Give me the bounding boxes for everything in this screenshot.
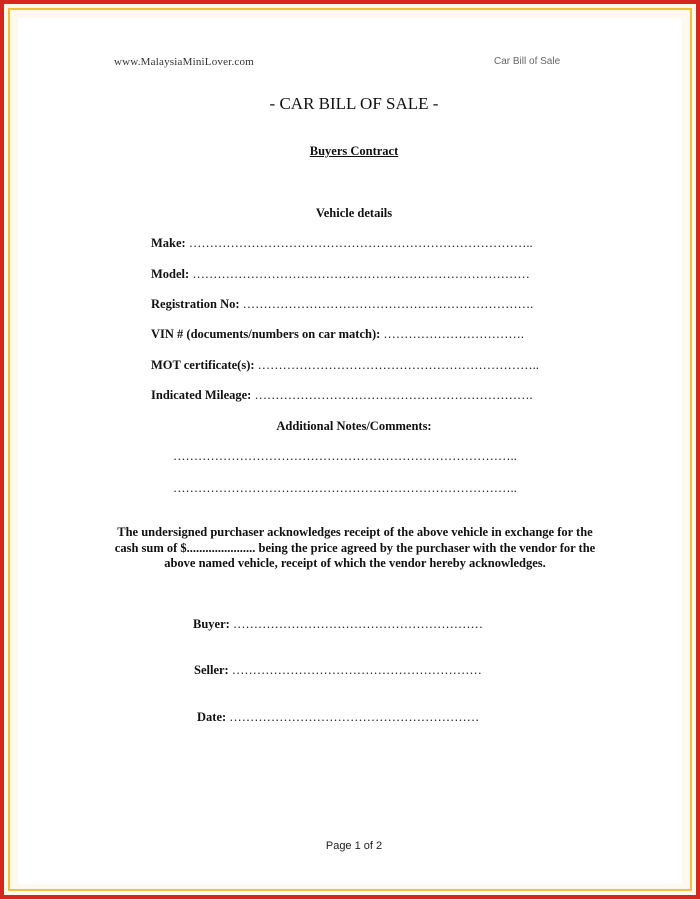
signature-seller-dots: …………………………………………………… <box>231 663 482 677</box>
field-mileage-dots: …………………………………………………………. <box>254 388 533 402</box>
field-registration <box>151 297 533 312</box>
field-model <box>151 267 530 282</box>
signature-buyer-dots: …………………………………………………… <box>232 617 483 631</box>
header-website: www.MalaysiaMiniLover.com <box>114 56 254 68</box>
page-subtitle: Buyers Contract <box>309 144 399 158</box>
field-vin <box>151 327 524 342</box>
notes-line: ……………………………………………………………………….. <box>173 449 517 463</box>
signature-date-dots: …………………………………………………… <box>229 710 480 724</box>
field-registration-label: Registration No: <box>151 297 240 311</box>
field-mot <box>151 358 539 373</box>
field-mileage-label: Indicated Mileage: <box>151 388 252 402</box>
acknowledgement-text: The undersigned purchaser acknowledges receipt of the above vehicle in exchange for the cash sum of $...................... being the price agreed by the purchaser with the vendor for the above named vehicle, receipt of which the vendor hereby acknowledges. <box>114 525 596 570</box>
field-make-dots: ……………………………………………………………………….. <box>188 236 533 250</box>
signature-seller-label: Seller: <box>194 663 229 677</box>
signature-date <box>197 710 479 725</box>
signature-buyer-label: Buyer: <box>193 617 230 631</box>
notes-line: ……………………………………………………………………….. <box>173 481 517 495</box>
field-vin-label: VIN # (documents/numbers on car match): <box>151 327 381 341</box>
document-page <box>18 18 682 884</box>
page-number: Page 1 of 2 <box>325 840 383 852</box>
field-mot-label: MOT certificate(s): <box>151 358 255 372</box>
signature-date-label: Date: <box>197 710 227 724</box>
signature-seller <box>194 663 482 678</box>
field-make-label: Make: <box>151 236 186 250</box>
field-model-dots: ……………………………………………………………………… <box>192 267 530 281</box>
field-make <box>151 236 533 251</box>
signature-buyer <box>193 617 483 632</box>
vehicle-details-heading: Vehicle details <box>315 206 393 220</box>
notes-heading: Additional Notes/Comments: <box>276 419 432 433</box>
field-vin-dots: ……………………………. <box>383 327 525 341</box>
header-doc-label: Car Bill of Sale <box>494 56 561 67</box>
field-mileage <box>151 388 533 403</box>
page-title: - CAR BILL OF SALE - <box>269 94 439 113</box>
field-registration-dots: ……………………………………………………………. <box>242 297 534 311</box>
field-mot-dots: ………………………………………………………….. <box>257 358 539 372</box>
field-model-label: Model: <box>151 267 190 281</box>
